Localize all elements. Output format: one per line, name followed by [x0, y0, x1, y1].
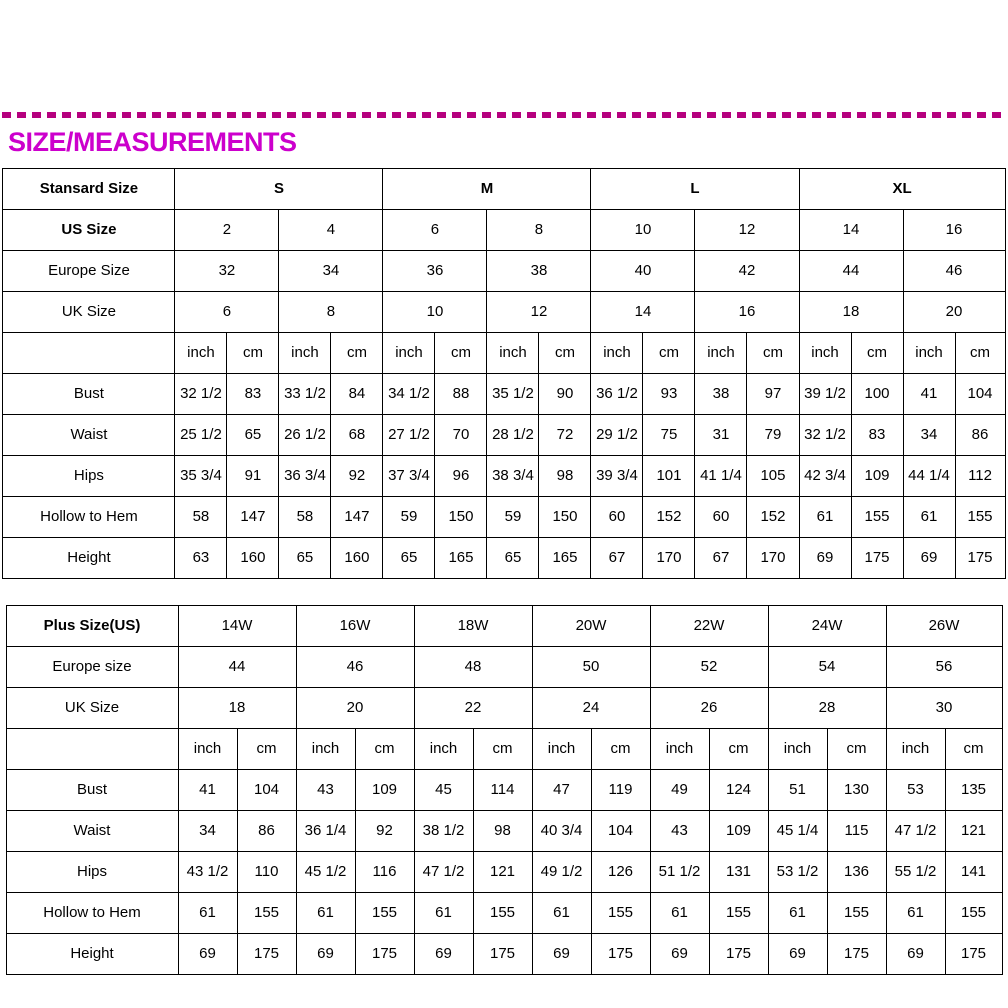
cell: 43 [296, 769, 355, 810]
unit-cell: inch [178, 728, 237, 769]
row-label-height: Height [6, 933, 178, 974]
cell: 68 [331, 414, 383, 455]
cell: 47 1/2 [886, 810, 945, 851]
cell: 69 [886, 933, 945, 974]
unit-cell: inch [487, 332, 539, 373]
cell: 60 [591, 496, 643, 537]
cell: 155 [591, 892, 650, 933]
cell: 65 [227, 414, 279, 455]
cell: 51 1/2 [650, 851, 709, 892]
cell: 170 [747, 537, 799, 578]
cell: 175 [945, 933, 1002, 974]
cell: 105 [747, 455, 799, 496]
plus-size-18w: 18W [414, 605, 532, 646]
cell: 38 [487, 250, 591, 291]
cell: 43 1/2 [178, 851, 237, 892]
cell: 121 [945, 810, 1002, 851]
cell: 40 3/4 [532, 810, 591, 851]
cell: 24 [532, 687, 650, 728]
cell: 41 1/4 [695, 455, 747, 496]
table-row-units [3, 332, 1005, 373]
cell: 98 [539, 455, 591, 496]
cell: 70 [435, 414, 487, 455]
row-label-us-size: US Size [3, 209, 175, 250]
cell: 32 1/2 [175, 373, 227, 414]
table-row [6, 810, 1002, 851]
cell: 155 [851, 496, 903, 537]
cell: 65 [487, 537, 539, 578]
cell: 93 [643, 373, 695, 414]
unit-cell: cm [747, 332, 799, 373]
cell: 61 [886, 892, 945, 933]
cell: 10 [591, 209, 695, 250]
unit-cell: cm [643, 332, 695, 373]
table-row [6, 769, 1002, 810]
standard-size-label: Stansard Size [3, 168, 175, 209]
table-row [6, 933, 1002, 974]
cell: 61 [650, 892, 709, 933]
unit-cell: cm [827, 728, 886, 769]
cell: 155 [945, 892, 1002, 933]
row-label-europe-size: Europe Size [3, 250, 175, 291]
table-row [6, 892, 1002, 933]
cell: 175 [237, 933, 296, 974]
cell: 110 [237, 851, 296, 892]
cell: 69 [414, 933, 473, 974]
unit-cell: inch [175, 332, 227, 373]
cell: 38 3/4 [487, 455, 539, 496]
cell: 32 1/2 [799, 414, 851, 455]
cell: 61 [532, 892, 591, 933]
cell: 86 [955, 414, 1005, 455]
unit-cell: cm [237, 728, 296, 769]
cell: 8 [279, 291, 383, 332]
cell: 31 [695, 414, 747, 455]
cell: 26 [650, 687, 768, 728]
plus-size-table [6, 605, 1003, 975]
cell: 34 1/2 [383, 373, 435, 414]
cell: 69 [650, 933, 709, 974]
plus-size-22w: 22W [650, 605, 768, 646]
unit-cell: inch [414, 728, 473, 769]
cell: 160 [331, 537, 383, 578]
cell: 27 1/2 [383, 414, 435, 455]
cell: 97 [747, 373, 799, 414]
row-label-height: Height [3, 537, 175, 578]
cell: 16 [903, 209, 1005, 250]
cell: 109 [709, 810, 768, 851]
cell: 61 [414, 892, 473, 933]
table-row [3, 414, 1005, 455]
page-title: SIZE/MEASUREMENTS [8, 127, 297, 157]
cell: 119 [591, 769, 650, 810]
cell: 18 [799, 291, 903, 332]
table-row [6, 851, 1002, 892]
cell: 47 [532, 769, 591, 810]
cell: 69 [532, 933, 591, 974]
table-row-group-header [3, 168, 1005, 209]
cell: 53 1/2 [768, 851, 827, 892]
cell: 175 [473, 933, 532, 974]
unit-cell: cm [851, 332, 903, 373]
cell: 45 1/2 [296, 851, 355, 892]
cell: 8 [487, 209, 591, 250]
cell: 109 [355, 769, 414, 810]
unit-cell: cm [945, 728, 1002, 769]
cell: 175 [851, 537, 903, 578]
cell: 69 [768, 933, 827, 974]
cell: 43 [650, 810, 709, 851]
cell: 104 [237, 769, 296, 810]
unit-cell: inch [799, 332, 851, 373]
group-m: M [383, 168, 591, 209]
cell: 175 [709, 933, 768, 974]
cell: 47 1/2 [414, 851, 473, 892]
row-label-uk-size: UK Size [6, 687, 178, 728]
plus-size-26w: 26W [886, 605, 1002, 646]
cell: 165 [435, 537, 487, 578]
cell: 20 [903, 291, 1005, 332]
unit-cell: cm [591, 728, 650, 769]
cell: 44 [799, 250, 903, 291]
cell: 83 [851, 414, 903, 455]
plus-size-label: Plus Size(US) [6, 605, 178, 646]
cell: 155 [355, 892, 414, 933]
cell: 45 [414, 769, 473, 810]
cell: 61 [799, 496, 851, 537]
row-label-waist: Waist [6, 810, 178, 851]
cell: 45 1/4 [768, 810, 827, 851]
cell: 37 3/4 [383, 455, 435, 496]
cell: 41 [178, 769, 237, 810]
cell: 50 [532, 646, 650, 687]
cell: 114 [473, 769, 532, 810]
cell: 60 [695, 496, 747, 537]
unit-cell: cm [955, 332, 1005, 373]
cell: 26 1/2 [279, 414, 331, 455]
cell: 69 [178, 933, 237, 974]
cell: 18 [178, 687, 296, 728]
cell: 63 [175, 537, 227, 578]
cell: 150 [435, 496, 487, 537]
unit-cell: inch [768, 728, 827, 769]
cell: 49 1/2 [532, 851, 591, 892]
cell: 155 [709, 892, 768, 933]
table-row [3, 291, 1005, 332]
cell: 75 [643, 414, 695, 455]
cell: 116 [355, 851, 414, 892]
cell: 14 [799, 209, 903, 250]
plus-size-24w: 24W [768, 605, 886, 646]
cell: 86 [237, 810, 296, 851]
cell: 36 3/4 [279, 455, 331, 496]
unit-cell: inch [296, 728, 355, 769]
cell: 152 [747, 496, 799, 537]
plus-size-20w: 20W [532, 605, 650, 646]
cell: 14 [591, 291, 695, 332]
cell: 175 [955, 537, 1005, 578]
cell: 38 1/2 [414, 810, 473, 851]
cell: 79 [747, 414, 799, 455]
table-row [3, 496, 1005, 537]
cell: 61 [903, 496, 955, 537]
cell: 109 [851, 455, 903, 496]
cell: 32 [175, 250, 279, 291]
unit-cell: inch [903, 332, 955, 373]
cell: 53 [886, 769, 945, 810]
cell: 147 [227, 496, 279, 537]
row-label-hips: Hips [3, 455, 175, 496]
cell: 170 [643, 537, 695, 578]
cell: 42 [695, 250, 799, 291]
cell: 36 1/2 [591, 373, 643, 414]
cell: 25 1/2 [175, 414, 227, 455]
cell: 147 [331, 496, 383, 537]
unit-cell: inch [383, 332, 435, 373]
cell: 35 3/4 [175, 455, 227, 496]
cell: 96 [435, 455, 487, 496]
cell: 84 [331, 373, 383, 414]
cell: 6 [175, 291, 279, 332]
cell: 65 [279, 537, 331, 578]
cell: 136 [827, 851, 886, 892]
cell: 141 [945, 851, 1002, 892]
cell: 155 [237, 892, 296, 933]
cell: 175 [827, 933, 886, 974]
table-row [6, 646, 1002, 687]
cell: 92 [355, 810, 414, 851]
cell: 69 [799, 537, 851, 578]
cell: 55 1/2 [886, 851, 945, 892]
cell: 126 [591, 851, 650, 892]
row-label-waist: Waist [3, 414, 175, 455]
cell: 160 [227, 537, 279, 578]
cell: 46 [903, 250, 1005, 291]
cell: 58 [279, 496, 331, 537]
cell: 12 [695, 209, 799, 250]
cell: 39 1/2 [799, 373, 851, 414]
cell: 59 [487, 496, 539, 537]
cell: 90 [539, 373, 591, 414]
row-label-europe-size: Europe size [6, 646, 178, 687]
cell: 22 [414, 687, 532, 728]
cell: 67 [695, 537, 747, 578]
cell: 135 [945, 769, 1002, 810]
cell: 155 [473, 892, 532, 933]
row-label-hollow-to-hem: Hollow to Hem [6, 892, 178, 933]
unit-cell: cm [539, 332, 591, 373]
standard-size-table [2, 168, 1005, 579]
cell: 36 [383, 250, 487, 291]
cell: 104 [955, 373, 1005, 414]
unit-cell: inch [695, 332, 747, 373]
row-label-bust: Bust [3, 373, 175, 414]
cell: 33 1/2 [279, 373, 331, 414]
cell: 121 [473, 851, 532, 892]
cell: 58 [175, 496, 227, 537]
cell: 44 [178, 646, 296, 687]
cell: 91 [227, 455, 279, 496]
top-whitespace [0, 0, 1008, 112]
cell: 155 [955, 496, 1005, 537]
unit-cell: inch [279, 332, 331, 373]
cell: 155 [827, 892, 886, 933]
cell: 12 [487, 291, 591, 332]
cell: 35 1/2 [487, 373, 539, 414]
cell: 175 [355, 933, 414, 974]
cell: 115 [827, 810, 886, 851]
cell: 67 [591, 537, 643, 578]
cell: 28 1/2 [487, 414, 539, 455]
cell: 165 [539, 537, 591, 578]
cell: 124 [709, 769, 768, 810]
cell: 65 [383, 537, 435, 578]
cell: 49 [650, 769, 709, 810]
cell: 61 [296, 892, 355, 933]
cell: 16 [695, 291, 799, 332]
unit-cell: inch [532, 728, 591, 769]
group-l: L [591, 168, 799, 209]
cell: 28 [768, 687, 886, 728]
table-gap [0, 579, 1008, 599]
unit-cell: cm [355, 728, 414, 769]
cell: 40 [591, 250, 695, 291]
cell: 30 [886, 687, 1002, 728]
cell: 112 [955, 455, 1005, 496]
unit-cell: inch [886, 728, 945, 769]
cell: 61 [768, 892, 827, 933]
cell: 44 1/4 [903, 455, 955, 496]
cell: 4 [279, 209, 383, 250]
cell: 69 [903, 537, 955, 578]
cell: 39 3/4 [591, 455, 643, 496]
cell: 72 [539, 414, 591, 455]
row-label-bust: Bust [6, 769, 178, 810]
cell: 131 [709, 851, 768, 892]
cell: 34 [903, 414, 955, 455]
plus-size-16w: 16W [296, 605, 414, 646]
cell: 83 [227, 373, 279, 414]
cell: 101 [643, 455, 695, 496]
group-s: S [175, 168, 383, 209]
cell: 54 [768, 646, 886, 687]
cell: 98 [473, 810, 532, 851]
cell: 92 [331, 455, 383, 496]
cell: 20 [296, 687, 414, 728]
table-row [3, 209, 1005, 250]
cell: 100 [851, 373, 903, 414]
unit-cell: cm [473, 728, 532, 769]
unit-cell: cm [331, 332, 383, 373]
unit-cell: cm [227, 332, 279, 373]
cell: 34 [178, 810, 237, 851]
unit-cell: cm [709, 728, 768, 769]
cell: 69 [296, 933, 355, 974]
row-label-hollow-to-hem: Hollow to Hem [3, 496, 175, 537]
cell: 34 [279, 250, 383, 291]
table-row [3, 250, 1005, 291]
cell: 41 [903, 373, 955, 414]
table-row [3, 537, 1005, 578]
unit-cell: cm [435, 332, 487, 373]
cell: 51 [768, 769, 827, 810]
cell: 59 [383, 496, 435, 537]
unit-cell: inch [591, 332, 643, 373]
unit-cell: inch [650, 728, 709, 769]
cell: 2 [175, 209, 279, 250]
cell: 52 [650, 646, 768, 687]
row-label-empty [3, 332, 175, 373]
cell: 29 1/2 [591, 414, 643, 455]
row-label-uk-size: UK Size [3, 291, 175, 332]
cell: 38 [695, 373, 747, 414]
cell: 42 3/4 [799, 455, 851, 496]
row-label-empty [6, 728, 178, 769]
plus-size-14w: 14W [178, 605, 296, 646]
cell: 152 [643, 496, 695, 537]
table-row [3, 455, 1005, 496]
cell: 88 [435, 373, 487, 414]
cell: 150 [539, 496, 591, 537]
cell: 6 [383, 209, 487, 250]
table-row [3, 373, 1005, 414]
cell: 61 [178, 892, 237, 933]
table-row-plus-header [6, 605, 1002, 646]
cell: 36 1/4 [296, 810, 355, 851]
cell: 46 [296, 646, 414, 687]
row-label-hips: Hips [6, 851, 178, 892]
cell: 104 [591, 810, 650, 851]
table-row-units [6, 728, 1002, 769]
cell: 10 [383, 291, 487, 332]
cell: 48 [414, 646, 532, 687]
cell: 56 [886, 646, 1002, 687]
group-xl: XL [799, 168, 1005, 209]
cell: 130 [827, 769, 886, 810]
cell: 175 [591, 933, 650, 974]
table-row [6, 687, 1002, 728]
